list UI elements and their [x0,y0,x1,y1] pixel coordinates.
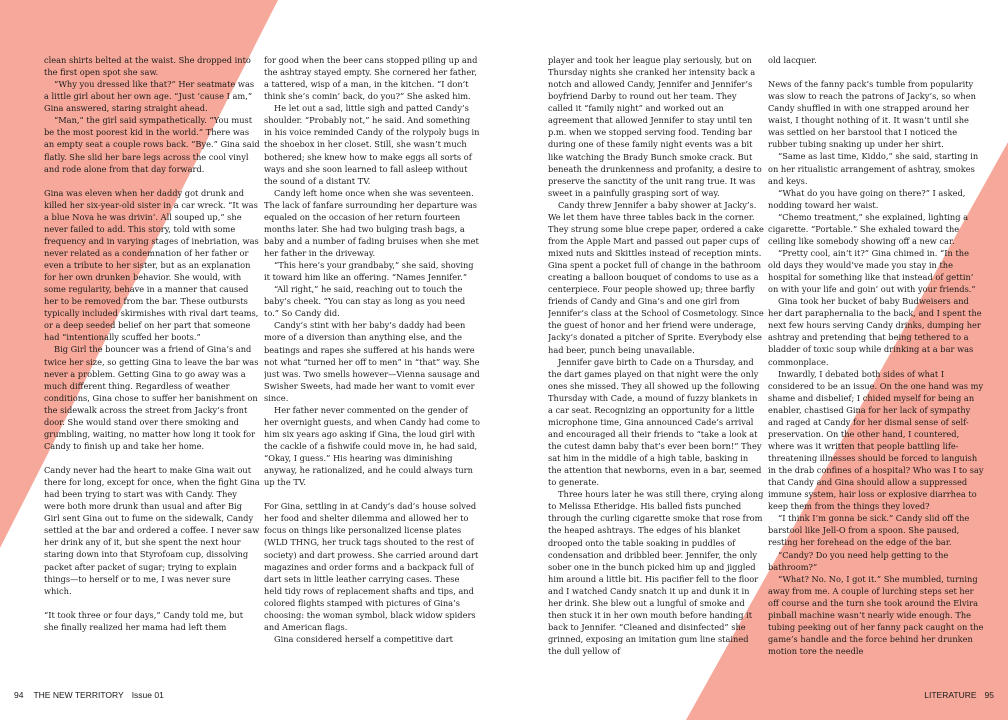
paragraph: News of the fanny pack’s tumble from popularity was slow to reach the patrons of Jacky’s, so when Candy shuffled in with one strapped around her waist, I thought nothing of it. It wasn’t until she was settled on her barstool that I noticed the rubber tubing snaking up under her shirt. [768,79,976,150]
paragraph: “Same as last time, Kiddo,” she said, starting in on her ritualistic arrangement of ashtray, smokes and keys. [768,151,979,186]
paragraph: Gina was eleven when her daddy got drunk and killed her six-year-old sister in a car wreck. “It was a blue Nova he was drivin’. All souped up,” she never failed to add. This story, told with some frequency and in varying stages of inebriation, was never related as a condemnation of her father or even a tribute to her sister, but as an explanation for her own drunken behavior. She would, with some regularity, behave in a manner that caused her to be removed from the bar. These outbursts typically included skirmishes with rival dart teams, or a deep seeded belief on her part that someone had “intentionally scuffed her boots.” [44,187,259,343]
paragraph: Candy left home once when she was seventeen. The lack of fanfare surrounding her departure was equaled on the occasion of her return fourteen months later. She had two bulging trash bags, a baby and a number of fading bruises when she met her father in the driveway. [264,187,479,258]
text-column-2 [264,54,480,670]
paragraph: “Chemo treatment,” she explained, lighting a cigarette. “Portable.” She exhaled toward the ceiling like somebody showing off a new car. [768,211,969,246]
paragraph: “It took three or four days,” Candy told me, but she finally realized her mama had left them [44,609,244,632]
left-page-footer [14,690,164,700]
paragraph: Gina took her bucket of baby Budweisers and her dart paraphernalia to the back, and I spent the next few hours serving Candy drinks, dumping her ashtray and pretending that being tethered to a bladder of toxic soup while drinking at a bar was commonplace. [768,296,982,367]
right-page-number: 95 [984,690,994,700]
paragraph: “This here’s your grandbaby,” she said, shoving it toward him like an offering. “Names Jennifer.” [264,260,474,283]
paragraph: clean shirts belted at the waist. She dropped into the first open spot she saw. [44,55,251,78]
paragraph: For Gina, settling in at Candy’s dad’s house solved her food and shelter dilemma and allowed her to focus on things like personalized license plates (WLD THNG, her truck tags shouted to the rest of society) and dart prowess. She carried around dart magazines and order forms and a backpack full of dart sets in little leather carrying cases. These held tidy rows of replacement shafts and tips, and colored flights stamped with pictures of Gina’s choosing: the woman symbol, black widow spiders and American flags. [264,501,479,632]
issue-label: Issue 01 [131,690,164,700]
paragraph: He let out a sad, little sigh and patted Candy’s shoulder. “Probably not,” he said. And something in his voice reminded Candy of the rolypoly bugs in the shoebox in her closet. Still, she wasn’t much bothered; she knew how to make eggs all sorts of ways and she soon learned to fall asleep without the sound of a distant TV. [264,103,480,186]
paragraph: Candy’s stint with her baby’s daddy had been more of a diversion than anything else, and the beatings and rapes she suffered at his hands were not what “turned her off to men” in “that” way. She just was. Two smells however—Vienna sausage and Swisher Sweets, had made her want to vomit ever since. [264,320,480,403]
paragraph: old lacquer. [768,55,817,65]
paragraph: Candy never had the heart to make Gina wait out there for long, except for once, when the fight Gina had been trying to start was with Candy. They were both more drunk than usual and after Big Girl sent Gina out to fume on the sidewalk, Candy settled at the bar and ordered a coffee. I never saw her drink any of it, but she spent the next hour staring down into that Styrofoam cup, dissolving packet after packet of sugar; trying to explain things—to herself or to me, I was never sure which. [44,465,260,596]
paragraph: “What do you have going on there?” I asked, nodding toward her waist. [768,187,966,210]
paragraph: Jennifer gave birth to Cade on a Thursday, and the dart games played on that night were the only ones she missed. They all showed up the following Thursday with Cade, a mound of fuzzy blankets in a car seat. Recognizing an opportunity for a little microphone time, Gina announced Cade’s arrival and encouraged all their friends to “take a look at the cutest damn baby that’s ever been born!” They sat him in the middle of a high table, basking in the attention that newborns, even in a bar, seemed to generate. [548,356,762,488]
text-column-3 [548,54,764,670]
paragraph: “Why you dressed like that?” Her seatmate was a little girl about her own age. “Just ’cause I am,” Gina answered, staring straight ahead. [44,79,255,114]
paragraph: “All right,” he said, reaching out to touch the baby’s cheek. “You can stay as long as you need to.” So Candy did. [264,284,466,319]
section-name: LITERATURE [924,690,977,700]
paragraph: “Man,” the girl said sympathetically. “You must be the most poorest kid in the world.” There was an empty seat a couple rows back. “Bye.” Gina said flatly. She slid her bare legs across the cool vinyl and rode alone from that day forward. [44,115,260,174]
text-column-1 [44,54,260,670]
paragraph: “Candy? Do you need help getting to the bathroom?” [768,549,949,572]
right-page-footer [924,690,994,700]
paragraph: Gina considered herself a competitive dart [274,633,453,644]
text-column-4 [768,54,984,670]
paragraph: “What? No. No, I got it.” She mumbled, turning away from me. A couple of lurching steps set her off course and the turn she took around the Elvira pinball machine wasn’t nearly wide enough. The tubing peeking out of her fanny pack caught on the game’s handle and the force behind her drunken motion tore the needle [768,573,984,656]
paragraph: for good when the beer cans stopped piling up and the ashtray stayed empty. She cornered her father, a tattered, wisp of a man, in the kitchen. “I don’t think she’s comin’ back, do you?” She asked him. [264,55,478,102]
paragraph: Inwardly, I debated both sides of what I considered to be an issue. On the one hand was my shame and disbelief; I chided myself for being an enabler, chastised Gina for her lack of sympathy and raged at Candy for her dismal sense of self-preservation. On the other hand, I countered, where was it written that people battling life-threatening illnesses should be forced to languish in the drab confines of a hospital? Who was I to say that Candy and Gina should allow a suppressed immune system, hair loss or explosive diarrhea to keep them from the things they loved? [768,368,984,512]
left-page-number: 94 [14,690,24,700]
paragraph: Big Girl the bouncer was a friend of Gina’s and twice her size, so getting Gina to leave the bar was never a problem. Getting Gina to go away was a much different thing. Regardless of weather conditions, Gina chose to suffer her banishment on the sidewalk across the street from Jacky’s front door. She would stand over there smoking and grumbling, waiting, no matter how long it took for Candy to finish up and take her home. [44,344,259,451]
paragraph: Her father never commented on the gender of her overnight guests, and when Candy had come to him six years ago asking if Gina, the loud girl with the cackle of a fishwife could move in, he had said, “Okay, I guess.” His hearing was diminishing anyway, he rationalized, and he could always turn up the TV. [264,404,480,488]
paragraph: player and took her league play seriously, but on Thursday nights she cranked her intensity back a notch and allowed Candy, Jennifer and Jennifer’s boyfriend Darby to round out her team. They called it “family night” and worked out an agreement that allowed Jennifer to stay until ten p.m. when we stopped serving food. Tending bar during one of these family night events was a bit like watching the Brady Bunch smoke crack. But beneath the drunkenness and profanity, a desire to preserve the sanctity of the unit rang true. It was sweet in a painfully grasping sort of way. [548,55,762,198]
paragraph: Three hours later he was still there, crying along to Melissa Etheridge. His balled fists punched through the curling cigarette smoke that rose from the heaped ashtrays. The edges of his blanket drooped onto the table soaking in puddles of condensation and dribbled beer. Jennifer, the only sober one in the bunch picked him up and jiggled him around a little bit. His pacifier fell to the floor and I watched Candy snatch it up and dunk it in her drink. She blew out a lungful of smoke and then stuck it in her own mouth before handing it back to Jennifer. “Cleaned and disinfected” she grinned, exposing an imitation gum line stained the dull yellow of [548,489,764,657]
paragraph: “I think I’m gonna be sick.” Candy slid off the barstool like Jell-O from a spoon. She paused, resting her forehead on the edge of the bar. [768,513,970,548]
paragraph: “Pretty cool, ain’t it?” Gina chimed in. “In the old days they would’ve made you stay in the hospital for something like that instead of gettin’ on with your life and goin’ out with your friends.” [768,247,976,295]
publication-name: THE NEW TERRITORY [33,690,124,700]
paragraph: Candy threw Jennifer a baby shower at Jacky’s. We let them have three tables back in the corner. They strung some blue crepe paper, ordered a cake from the Apple Mart and passed out paper cups of mixed nuts and Skittles instead of reception mints. Gina spent a pocket full of change in the bathroom creating a balloon bouquet of condoms to use as a centerpiece. Four people showed up; three barfly friends of Candy and Gina’s and one girl from Jennifer’s class at the School of Cosmetology. Since the guest of honor and her friend were underage, Jacky’s donated a pitcher of Sprite. Everybody else had beer, punch being unavailable. [548,199,764,355]
